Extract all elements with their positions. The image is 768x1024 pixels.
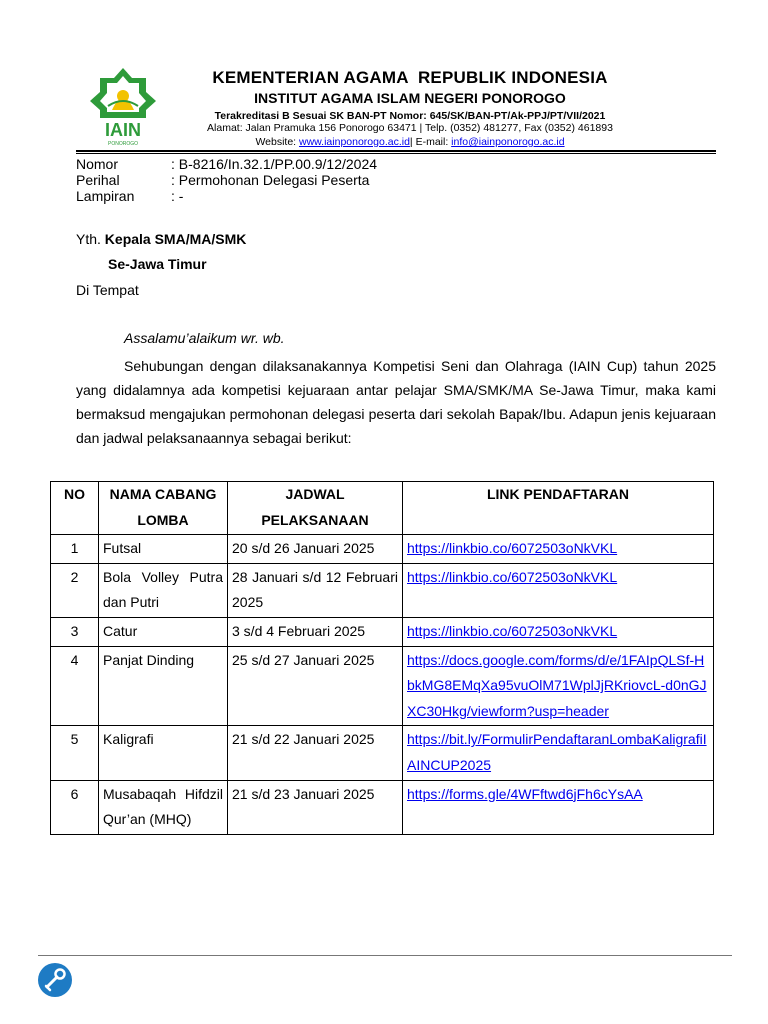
row-date: 21 s/d 23 Januari 2025 — [228, 780, 403, 834]
header-rule-thin — [76, 153, 716, 154]
row-date: 28 Januari s/d 12 Februari 2025 — [228, 563, 403, 617]
perihal-value: : Permohonan Delegasi Peserta — [171, 172, 370, 188]
logo-text: IAIN — [105, 120, 141, 140]
recipient-region: Se-Jawa Timur — [108, 256, 207, 272]
nomor-row — [76, 156, 377, 172]
recipient-place: Di Tempat — [76, 282, 139, 298]
competition-table — [50, 481, 714, 835]
lampiran-value: : - — [171, 188, 184, 204]
row-date: 20 s/d 26 Januari 2025 — [228, 535, 403, 564]
body-paragraph: Sehubungan dengan dilaksanakannya Kompetisi Seni dan Olahraga (IAIN Cup) tahun 2025 yang didalamnya ada kompetisi kejuaraan antar pelajar SMA/SMK/MA Se-Jawa Timur, maka kami bermaksud mengajukan permohonan delegasi peserta dari sekolah Bapak/Ibu. Adapun jenis kejuaraan dan jadwal pelaksanaannya sebagai berikut: — [76, 358, 716, 446]
nomor-value: : B-8216/In.32.1/PP.00.9/12/2024 — [171, 156, 378, 172]
row-no: 4 — [51, 646, 99, 726]
email-label: | E-mail: — [409, 136, 452, 148]
recipient-line — [76, 231, 246, 247]
row-name: Panjat Dinding — [99, 646, 228, 726]
lampiran-label: Lampiran — [76, 188, 135, 204]
row-name: Bola Volley Putra dan Putri — [99, 563, 228, 617]
table-row — [51, 646, 714, 726]
contact-line — [0, 136, 768, 148]
registration-link[interactable]: https://linkbio.co/6072503oNkVKL — [407, 622, 618, 639]
registration-link[interactable]: https://linkbio.co/6072503oNkVKL — [407, 540, 618, 557]
registration-link[interactable]: https://linkbio.co/6072503oNkVKL — [407, 568, 618, 585]
accreditation-text: Terakreditasi B Sesuai SK BAN-PT Nomor: 645/SK/BAN-PT/Ak-PPJ/PT/VII/2021 — [214, 110, 606, 122]
row-name: Futsal — [99, 535, 228, 564]
table-row — [51, 617, 714, 646]
website-link[interactable]: www.iainponorogo.ac.id — [299, 136, 410, 148]
lampiran-row — [76, 188, 183, 204]
row-no: 3 — [51, 617, 99, 646]
greeting: Assalamu’alaikum wr. wb. — [124, 330, 285, 346]
scribd-logo-icon — [38, 963, 72, 997]
header-name: NAMA CABANG LOMBA — [99, 482, 228, 535]
yth-label: Yth. — [76, 231, 105, 247]
row-no: 1 — [51, 535, 99, 564]
table-row — [51, 563, 714, 617]
row-date: 3 s/d 4 Februari 2025 — [228, 617, 403, 646]
registration-link[interactable]: https://bit.ly/FormulirPendaftaranLombaKaligrafiIAINCUP2025 — [407, 731, 707, 773]
row-date: 21 s/d 22 Januari 2025 — [228, 726, 403, 780]
header-no: NO — [51, 482, 99, 535]
ministry-title: KEMENTERIAN AGAMA REPUBLIK INDONESIA — [212, 68, 608, 87]
recipient-name: Kepala SMA/MA/SMK — [104, 231, 247, 247]
row-no: 5 — [51, 726, 99, 780]
institute-title: INSTITUT AGAMA ISLAM NEGERI PONOROGO — [254, 90, 566, 106]
row-date: 25 s/d 27 Januari 2025 — [228, 646, 403, 726]
row-no: 2 — [51, 563, 99, 617]
website-label: Website: — [255, 136, 300, 148]
row-name: Catur — [99, 617, 228, 646]
table-row — [51, 535, 714, 564]
perihal-label: Perihal — [76, 172, 120, 188]
table-header-row — [51, 482, 714, 535]
header-link: LINK PENDAFTARAN — [403, 482, 714, 535]
scribd-icon[interactable] — [38, 963, 72, 997]
registration-link[interactable]: https://forms.gle/4WFftwd6jFh6cYsAA — [407, 785, 643, 802]
nomor-label: Nomor — [76, 156, 119, 172]
row-name: Kaligrafi — [99, 726, 228, 780]
logo-subtext: PONOROGO — [107, 141, 139, 147]
perihal-row — [76, 172, 369, 188]
registration-link[interactable]: https://docs.google.com/forms/d/e/1FAIpQLSf-HbkMG8EMqXa95vuOlM71WplJjRKriovcL-d0nGJXC30Hkg/viewform?usp=header — [407, 651, 707, 719]
header-date: JADWAL PELAKSANAAN — [228, 482, 403, 535]
row-no: 6 — [51, 780, 99, 834]
page-divider — [38, 955, 732, 956]
row-name: Musabaqah Hifdzil Qur’an (MHQ) — [99, 780, 228, 834]
header-rule — [76, 150, 716, 152]
table-row — [51, 780, 714, 834]
email-link[interactable]: info@iainponorogo.ac.id — [451, 136, 565, 148]
address-text: Alamat: Jalan Pramuka 156 Ponorogo 63471 | Telp. (0352) 481277, Fax (0352) 461893 — [207, 122, 613, 134]
table-row — [51, 726, 714, 780]
